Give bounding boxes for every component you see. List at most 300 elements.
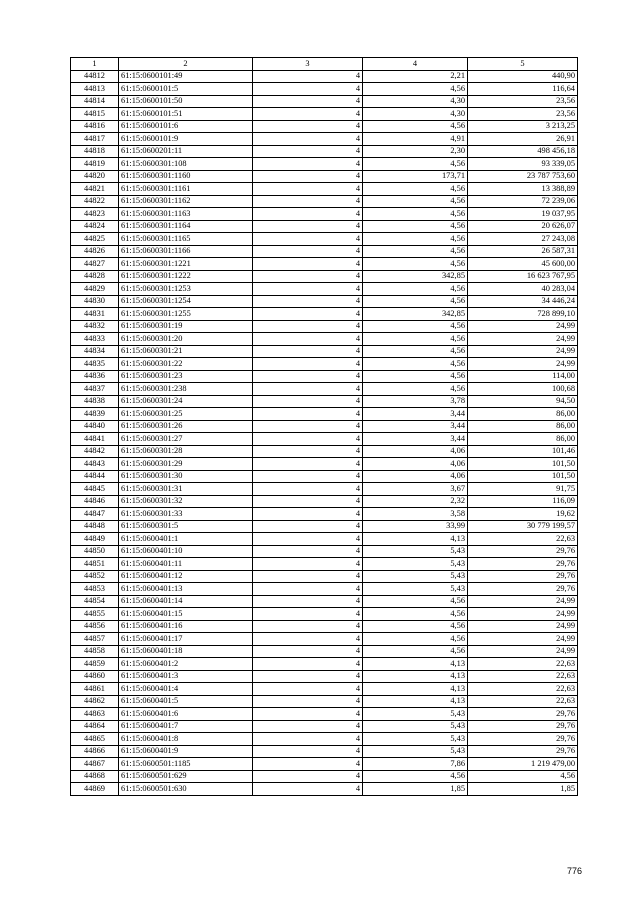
category-cell: 4 [253,245,363,258]
category-cell: 4 [253,120,363,133]
row-number-cell: 44858 [71,645,119,658]
row-number-cell: 44825 [71,233,119,246]
category-cell: 4 [253,733,363,746]
cadastral-number-cell: 61:15:0600401:14 [119,595,253,608]
table-row [71,583,578,596]
table-row [71,358,578,371]
row-number-cell: 44812 [71,70,119,83]
category-cell: 4 [253,70,363,83]
amount-cell: 22,63 [468,533,578,546]
cadastral-number-cell: 61:15:0600101:51 [119,108,253,121]
row-number-cell: 44830 [71,295,119,308]
value-cell: 4,56 [363,83,468,96]
cadastral-number-cell: 61:15:0600301:19 [119,320,253,333]
value-cell: 4,91 [363,133,468,146]
table-row [71,708,578,721]
value-cell: 3,78 [363,395,468,408]
table-row [71,545,578,558]
cadastral-number-cell: 61:15:0600301:1254 [119,295,253,308]
row-number-cell: 44864 [71,720,119,733]
amount-cell: 116,09 [468,495,578,508]
value-cell: 4,56 [363,595,468,608]
amount-cell: 30 779 199,57 [468,520,578,533]
amount-cell: 728 899,10 [468,308,578,321]
amount-cell: 1 219 479,00 [468,758,578,771]
category-cell: 4 [253,583,363,596]
table-row [71,758,578,771]
row-number-cell: 44842 [71,445,119,458]
value-cell: 4,56 [363,370,468,383]
cadastral-number-cell: 61:15:0600301:1162 [119,195,253,208]
cadastral-number-cell: 61:15:0600401:15 [119,608,253,621]
amount-cell: 16 623 767,95 [468,270,578,283]
cadastral-number-cell: 61:15:0600301:24 [119,395,253,408]
table-row [71,270,578,283]
cadastral-number-cell: 61:15:0600101:50 [119,95,253,108]
category-cell: 4 [253,708,363,721]
category-cell: 4 [253,470,363,483]
row-number-cell: 44854 [71,595,119,608]
amount-cell: 29,76 [468,745,578,758]
amount-cell: 24,99 [468,358,578,371]
category-cell: 4 [253,633,363,646]
value-cell: 4,13 [363,670,468,683]
category-cell: 4 [253,745,363,758]
row-number-cell: 44852 [71,570,119,583]
cadastral-number-cell: 61:15:0600301:25 [119,408,253,421]
table-row [71,445,578,458]
category-cell: 4 [253,620,363,633]
table-row [71,408,578,421]
cadastral-number-cell: 61:15:0600401:3 [119,670,253,683]
category-cell: 4 [253,695,363,708]
value-cell: 5,43 [363,545,468,558]
category-cell: 4 [253,158,363,171]
table-row [71,558,578,571]
cadastral-number-cell: 61:15:0600301:30 [119,470,253,483]
category-cell: 4 [253,670,363,683]
row-number-cell: 44814 [71,95,119,108]
column-header-5: 5 [468,58,578,71]
category-cell: 4 [253,595,363,608]
cadastral-number-cell: 61:15:0600301:1166 [119,245,253,258]
row-number-cell: 44821 [71,183,119,196]
amount-cell: 23,56 [468,95,578,108]
cadastral-number-cell: 61:15:0600401:8 [119,733,253,746]
value-cell: 173,71 [363,170,468,183]
row-number-cell: 44845 [71,483,119,496]
table-row [71,245,578,258]
value-cell: 4,56 [363,320,468,333]
category-cell: 4 [253,320,363,333]
category-cell: 4 [253,570,363,583]
value-cell: 4,30 [363,108,468,121]
row-number-cell: 44819 [71,158,119,171]
value-cell: 4,13 [363,683,468,696]
amount-cell: 22,63 [468,683,578,696]
value-cell: 5,43 [363,745,468,758]
cadastral-number-cell: 61:15:0600301:238 [119,383,253,396]
amount-cell: 94,50 [468,395,578,408]
column-header-2: 2 [119,58,253,71]
category-cell: 4 [253,683,363,696]
table-row [71,433,578,446]
value-cell: 5,43 [363,720,468,733]
category-cell: 4 [253,233,363,246]
amount-cell: 13 388,89 [468,183,578,196]
category-cell: 4 [253,758,363,771]
table-row [71,508,578,521]
table-header [71,58,578,71]
row-number-cell: 44832 [71,320,119,333]
amount-cell: 93 339,05 [468,158,578,171]
category-cell: 4 [253,145,363,158]
category-cell: 4 [253,608,363,621]
row-number-cell: 44857 [71,633,119,646]
cadastral-number-cell: 61:15:0600501:629 [119,770,253,783]
row-number-cell: 44846 [71,495,119,508]
table-row [71,183,578,196]
value-cell: 4,56 [363,258,468,271]
amount-cell: 91,75 [468,483,578,496]
cadastral-number-cell: 61:15:0600401:9 [119,745,253,758]
category-cell: 4 [253,383,363,396]
cadastral-number-cell: 61:15:0600301:1165 [119,233,253,246]
cadastral-number-cell: 61:15:0600301:21 [119,345,253,358]
table-row [71,108,578,121]
amount-cell: 100,68 [468,383,578,396]
category-cell: 4 [253,658,363,671]
value-cell: 4,56 [363,183,468,196]
value-cell: 3,44 [363,408,468,421]
cadastral-number-cell: 61:15:0600401:16 [119,620,253,633]
amount-cell: 23,56 [468,108,578,121]
row-number-cell: 44831 [71,308,119,321]
category-cell: 4 [253,720,363,733]
cadastral-number-cell: 61:15:0600301:32 [119,495,253,508]
table-row [71,158,578,171]
table-row [71,520,578,533]
table-row [71,470,578,483]
value-cell: 2,30 [363,145,468,158]
amount-cell: 29,76 [468,570,578,583]
column-header-3: 3 [253,58,363,71]
cadastral-number-cell: 61:15:0600101:49 [119,70,253,83]
amount-cell: 29,76 [468,708,578,721]
value-cell: 4,56 [363,158,468,171]
category-cell: 4 [253,533,363,546]
category-cell: 4 [253,220,363,233]
amount-cell: 22,63 [468,695,578,708]
amount-cell: 29,76 [468,720,578,733]
value-cell: 5,43 [363,733,468,746]
cadastral-number-cell: 61:15:0600301:29 [119,458,253,471]
category-cell: 4 [253,358,363,371]
amount-cell: 101,50 [468,470,578,483]
value-cell: 4,13 [363,695,468,708]
header-row [71,58,578,71]
table-row [71,133,578,146]
category-cell: 4 [253,208,363,221]
amount-cell: 20 626,07 [468,220,578,233]
amount-cell: 24,99 [468,595,578,608]
amount-cell: 19,62 [468,508,578,521]
amount-cell: 34 446,24 [468,295,578,308]
cadastral-number-cell: 61:15:0600401:10 [119,545,253,558]
column-header-1: 1 [71,58,119,71]
table-row [71,608,578,621]
table-row [71,195,578,208]
amount-cell: 29,76 [468,733,578,746]
table-row [71,283,578,296]
value-cell: 4,56 [363,770,468,783]
category-cell: 4 [253,545,363,558]
row-number-cell: 44828 [71,270,119,283]
table-row [71,620,578,633]
row-number-cell: 44848 [71,520,119,533]
cadastral-number-cell: 61:15:0600401:1 [119,533,253,546]
value-cell: 4,56 [363,233,468,246]
value-cell: 4,56 [363,195,468,208]
table-row [71,595,578,608]
row-number-cell: 44865 [71,733,119,746]
row-number-cell: 44843 [71,458,119,471]
table-row [71,220,578,233]
value-cell: 2,21 [363,70,468,83]
amount-cell: 24,99 [468,333,578,346]
value-cell: 4,56 [363,345,468,358]
amount-cell: 26,91 [468,133,578,146]
amount-cell: 26 587,31 [468,245,578,258]
table-row [71,770,578,783]
cadastral-number-cell: 61:15:0600101:9 [119,133,253,146]
value-cell: 7,86 [363,758,468,771]
row-number-cell: 44836 [71,370,119,383]
amount-cell: 45 600,00 [468,258,578,271]
value-cell: 4,06 [363,470,468,483]
value-cell: 5,43 [363,558,468,571]
cadastral-number-cell: 61:15:0600101:6 [119,120,253,133]
amount-cell: 19 037,95 [468,208,578,221]
cadastral-number-cell: 61:15:0600301:108 [119,158,253,171]
table-row [71,95,578,108]
amount-cell: 114,00 [468,370,578,383]
row-number-cell: 44868 [71,770,119,783]
row-number-cell: 44820 [71,170,119,183]
category-cell: 4 [253,508,363,521]
cadastral-number-cell: 61:15:0600301:20 [119,333,253,346]
row-number-cell: 44869 [71,783,119,796]
row-number-cell: 44859 [71,658,119,671]
category-cell: 4 [253,308,363,321]
value-cell: 4,56 [363,220,468,233]
cadastral-number-cell: 61:15:0600401:13 [119,583,253,596]
cadastral-number-cell: 61:15:0600301:22 [119,358,253,371]
category-cell: 4 [253,370,363,383]
category-cell: 4 [253,95,363,108]
table-row [71,145,578,158]
table-row [71,233,578,246]
row-number-cell: 44844 [71,470,119,483]
category-cell: 4 [253,83,363,96]
table-row [71,633,578,646]
amount-cell: 24,99 [468,345,578,358]
category-cell: 4 [253,170,363,183]
value-cell: 4,56 [363,333,468,346]
cadastral-number-cell: 61:15:0600301:1161 [119,183,253,196]
table-row [71,70,578,83]
value-cell: 2,32 [363,495,468,508]
value-cell: 3,58 [363,508,468,521]
cadastral-number-cell: 61:15:0600301:26 [119,420,253,433]
cadastral-number-cell: 61:15:0600301:28 [119,445,253,458]
table-body [71,70,578,795]
cadastral-number-cell: 61:15:0600301:27 [119,433,253,446]
category-cell: 4 [253,645,363,658]
value-cell: 4,56 [363,358,468,371]
row-number-cell: 44860 [71,670,119,683]
category-cell: 4 [253,420,363,433]
row-number-cell: 44834 [71,345,119,358]
amount-cell: 29,76 [468,545,578,558]
amount-cell: 101,50 [468,458,578,471]
row-number-cell: 44840 [71,420,119,433]
row-number-cell: 44829 [71,283,119,296]
row-number-cell: 44818 [71,145,119,158]
category-cell: 4 [253,770,363,783]
amount-cell: 440,90 [468,70,578,83]
value-cell: 342,85 [363,308,468,321]
value-cell: 4,56 [363,120,468,133]
value-cell: 4,56 [363,283,468,296]
value-cell: 5,43 [363,708,468,721]
amount-cell: 24,99 [468,645,578,658]
cadastral-number-cell: 61:15:0600301:31 [119,483,253,496]
value-cell: 4,56 [363,208,468,221]
row-number-cell: 44853 [71,583,119,596]
cadastral-number-cell: 61:15:0600101:5 [119,83,253,96]
cadastral-number-cell: 61:15:0600401:18 [119,645,253,658]
value-cell: 4,56 [363,295,468,308]
row-number-cell: 44833 [71,333,119,346]
table-row [71,458,578,471]
cadastral-number-cell: 61:15:0600201:11 [119,145,253,158]
amount-cell: 4,56 [468,770,578,783]
cadastral-number-cell: 61:15:0600401:2 [119,658,253,671]
row-number-cell: 44816 [71,120,119,133]
category-cell: 4 [253,133,363,146]
table-row [71,745,578,758]
row-number-cell: 44856 [71,620,119,633]
amount-cell: 24,99 [468,320,578,333]
value-cell: 3,44 [363,420,468,433]
table-row [71,333,578,346]
category-cell: 4 [253,483,363,496]
category-cell: 4 [253,558,363,571]
category-cell: 4 [253,270,363,283]
cadastral-number-cell: 61:15:0600401:12 [119,570,253,583]
table-row [71,320,578,333]
value-cell: 4,06 [363,445,468,458]
cadastral-number-cell: 61:15:0600401:5 [119,695,253,708]
amount-cell: 29,76 [468,558,578,571]
amount-cell: 72 239,06 [468,195,578,208]
value-cell: 4,56 [363,245,468,258]
table-row [71,395,578,408]
row-number-cell: 44851 [71,558,119,571]
table-row [71,483,578,496]
value-cell: 4,56 [363,645,468,658]
category-cell: 4 [253,283,363,296]
amount-cell: 101,46 [468,445,578,458]
category-cell: 4 [253,433,363,446]
amount-cell: 22,63 [468,658,578,671]
table-row [71,208,578,221]
amount-cell: 24,99 [468,633,578,646]
value-cell: 1,85 [363,783,468,796]
table-row [71,720,578,733]
row-number-cell: 44839 [71,408,119,421]
table-row [71,383,578,396]
cadastral-number-cell: 61:15:0600401:4 [119,683,253,696]
value-cell: 4,56 [363,620,468,633]
row-number-cell: 44817 [71,133,119,146]
row-number-cell: 44863 [71,708,119,721]
cadastral-number-cell: 61:15:0600401:17 [119,633,253,646]
category-cell: 4 [253,333,363,346]
amount-cell: 40 283,04 [468,283,578,296]
row-number-cell: 44862 [71,695,119,708]
amount-cell: 27 243,08 [468,233,578,246]
value-cell: 4,56 [363,608,468,621]
data-table [70,57,578,796]
table-row [71,120,578,133]
amount-cell: 86,00 [468,408,578,421]
row-number-cell: 44813 [71,83,119,96]
cadastral-number-cell: 61:15:0600301:1164 [119,220,253,233]
category-cell: 4 [253,395,363,408]
table-row [71,83,578,96]
cadastral-number-cell: 61:15:0600401:7 [119,720,253,733]
table-row [71,495,578,508]
table-row [71,308,578,321]
table-row [71,670,578,683]
row-number-cell: 44838 [71,395,119,408]
row-number-cell: 44855 [71,608,119,621]
row-number-cell: 44841 [71,433,119,446]
category-cell: 4 [253,408,363,421]
row-number-cell: 44827 [71,258,119,271]
amount-cell: 86,00 [468,420,578,433]
page-number: 776 [567,866,583,876]
row-number-cell: 44824 [71,220,119,233]
category-cell: 4 [253,495,363,508]
category-cell: 4 [253,183,363,196]
amount-cell: 23 787 753,60 [468,170,578,183]
row-number-cell: 44835 [71,358,119,371]
table-row [71,420,578,433]
row-number-cell: 44867 [71,758,119,771]
value-cell: 33,99 [363,520,468,533]
amount-cell: 86,00 [468,433,578,446]
row-number-cell: 44822 [71,195,119,208]
table-row [71,570,578,583]
cadastral-number-cell: 61:15:0600301:1160 [119,170,253,183]
value-cell: 3,44 [363,433,468,446]
table-row [71,295,578,308]
table-row [71,345,578,358]
table-row [71,733,578,746]
